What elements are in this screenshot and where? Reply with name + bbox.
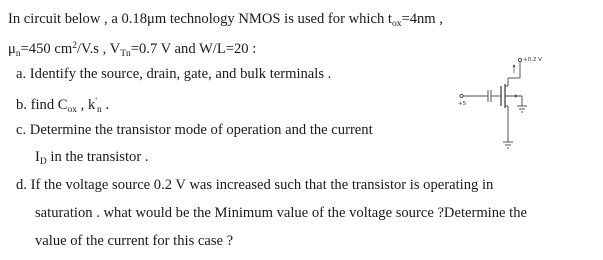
item-c-marker: c. xyxy=(16,122,27,138)
item-a xyxy=(16,65,331,83)
intro-line-2: $\mu_n=450$ $cm^2/V.s$ , $V_{Tn}=0.7$ V and W/L=20 : xyxy=(8,41,257,59)
item-d-line-2: saturation . what would be the Minimum value of the voltage source ?Determine the xyxy=(35,205,527,221)
item-a-text: Identify the source, drain, gate, and bulk terminals . xyxy=(29,66,332,82)
item-b-marker: b. xyxy=(16,97,27,113)
item-b: b. find $C_{ox}$ , $k'_n$ . xyxy=(16,97,110,115)
bulk-arrow-icon xyxy=(515,94,518,98)
item-c-text: Determine the transistor mode of operation and the current xyxy=(29,122,373,138)
item-d-marker: d. xyxy=(16,177,27,193)
item-d xyxy=(16,176,493,194)
source-label: +5 xyxy=(458,101,467,107)
supply-label: +0.2 V xyxy=(523,57,542,63)
gate-terminal xyxy=(460,94,463,97)
item-c xyxy=(16,121,373,139)
item-c-continuation: $I_D$ in the transistor . xyxy=(35,149,149,167)
supply-terminal xyxy=(518,58,521,61)
item-d-line-1: If the voltage source 0.2 V was increased such that the transistor is operating in xyxy=(30,177,494,193)
drain-current-arrow xyxy=(513,64,516,73)
intro-line-1: In circuit below , a 0.18μm technology NMOS is used for which $t_{ox}=4nm$ , xyxy=(8,11,443,29)
item-d-line-3: value of the current for this case ? xyxy=(35,233,234,249)
item-a-marker: a. xyxy=(16,66,27,82)
nmos-circuit-diagram xyxy=(438,52,542,182)
